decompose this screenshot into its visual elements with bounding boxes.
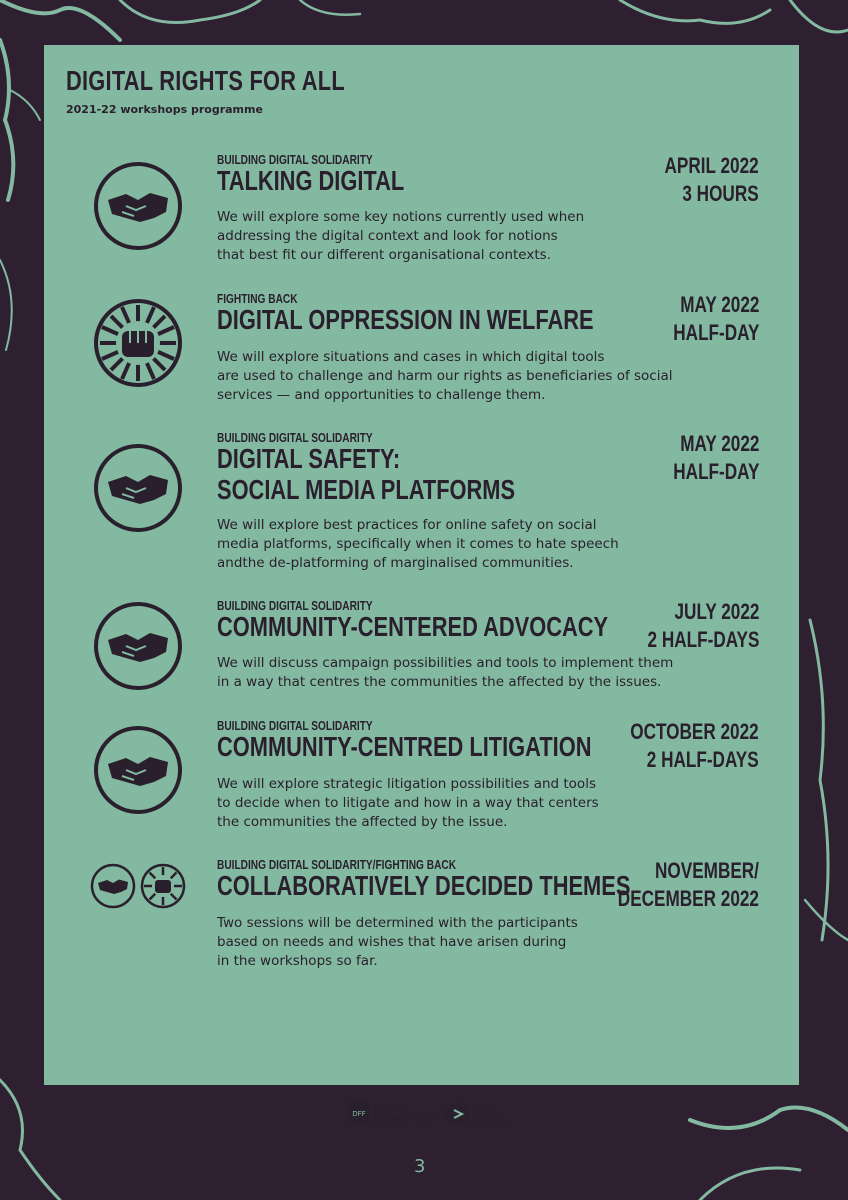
workshop-category: BUILDING DIGITAL SOLIDARITY: [217, 430, 373, 445]
workshop-title-line: TALKING DIGITAL: [217, 165, 405, 196]
description-line: media platforms, specifically when it comes to hate speech: [217, 536, 619, 552]
page-number: 3: [414, 1156, 426, 1177]
workshop-description: [217, 914, 757, 971]
description-line: addressing the digital context and look for notions: [217, 228, 558, 244]
description-line: based on needs and wishes that have arisen during: [217, 934, 567, 950]
workshop-date-line: DECEMBER 2022: [617, 886, 759, 911]
workshop-title: [217, 165, 404, 196]
description-line: that best fit our different organisational contexts.: [217, 247, 551, 263]
fist-small-icon: [140, 863, 186, 913]
workshop-date-line: MAY 2022: [679, 292, 759, 317]
workshop-date: [665, 152, 759, 208]
description-line: andthe de-platforming of marginalised communities.: [217, 555, 574, 571]
workshop-category: BUILDING DIGITAL SOLIDARITY: [217, 718, 373, 733]
dff-name-line2: Freedom Fund: [375, 1115, 436, 1125]
workshop-description: [217, 775, 757, 832]
workshop-duration-line: HALF-DAY: [672, 320, 759, 345]
description-line: We will explore situations and cases in which digital tools: [217, 349, 605, 365]
description-line: in a way that centres the communities the affected by the issues.: [217, 674, 662, 690]
partner-logos: [348, 1098, 515, 1136]
workshop-title-line: COMMUNITY-CENTERED ADVOCACY: [217, 611, 609, 642]
description-line: We will explore some key notions currently used when: [217, 209, 585, 225]
workshop-title-line: DIGITAL SAFETY:: [217, 443, 401, 474]
description-line: We will explore best practices for online safety on social: [217, 517, 597, 533]
workshop-description: [217, 654, 757, 692]
workshop-description: [217, 516, 757, 573]
workshop-duration-line: 2 HALF-DAYS: [647, 747, 759, 772]
handshake-icon: [92, 724, 184, 820]
dff-name-line1: Digital: [375, 1104, 403, 1114]
workshop-title-line: DIGITAL OPPRESSION IN WELFARE: [217, 304, 594, 335]
workshop-category: BUILDING DIGITAL SOLIDARITY: [217, 152, 373, 167]
workshop-duration-line: HALF-DAY: [672, 459, 759, 484]
workshop-title: [217, 304, 594, 335]
workshop-category: BUILDING DIGITAL SOLIDARITY/FIGHTING BACK: [217, 857, 457, 872]
workshop-duration-line: 2 HALF-DAYS: [647, 627, 759, 652]
page-subtitle: 2021-22 workshops programme: [66, 103, 263, 116]
description-line: in the workshops so far.: [217, 953, 378, 969]
edri-logo-mark: [446, 1102, 470, 1126]
workshop-description: [217, 208, 757, 265]
workshop-category: FIGHTING BACK: [217, 291, 298, 306]
workshop-duration-line: 3 HOURS: [682, 181, 759, 206]
description-line: services — and opportunities to challenge them.: [217, 387, 546, 403]
workshop-date-line: NOVEMBER/: [655, 858, 759, 883]
description-line: We will discuss campaign possibilities and tools to implement them: [217, 655, 674, 671]
description-line: are used to challenge and harm our rights as beneficiaries of social: [217, 368, 673, 384]
workshop-description: [217, 348, 757, 405]
workshop-title: [217, 870, 630, 901]
workshop-date-line: MAY 2022: [679, 431, 759, 456]
workshop-date: [631, 718, 759, 774]
description-line: We will explore strategic litigation possibilities and tools: [217, 776, 596, 792]
edri-tagline: EUROPEAN DIGITAL RIGHTS: [473, 1124, 515, 1128]
workshop-date: [647, 598, 759, 654]
workshop-title: [217, 443, 515, 505]
workshop-date-line: APRIL 2022: [664, 153, 759, 178]
workshop-title-line: COMMUNITY-CENTRED LITIGATION: [217, 731, 592, 762]
description-line: Two sessions will be determined with the participants: [217, 915, 578, 931]
description-line: the communities the affected by the issue.: [217, 814, 508, 830]
fist-icon: [92, 297, 184, 393]
page-title: DIGITAL RIGHTS FOR ALL: [66, 65, 345, 96]
dff-mark-text: DFF: [352, 1110, 366, 1118]
handshake-icon: [92, 442, 184, 538]
workshop-date: [618, 857, 759, 913]
workshop-title-line: COLLABORATIVELY DECIDED THEMES: [217, 870, 631, 901]
workshop-date-line: OCTOBER 2022: [630, 719, 759, 744]
workshop-category: BUILDING DIGITAL SOLIDARITY: [217, 598, 373, 613]
handshake-small-icon: [90, 863, 136, 913]
description-line: to decide when to litigate and how in a way that centers: [217, 795, 599, 811]
workshop-title: [217, 611, 608, 642]
workshop-date: [673, 291, 759, 347]
edri-name: EDRi: [473, 1108, 500, 1121]
workshop-title-line: SOCIAL MEDIA PLATFORMS: [217, 474, 516, 505]
workshop-date-line: JULY 2022: [674, 599, 759, 624]
handshake-icon: [92, 160, 184, 256]
workshop-date: [673, 430, 759, 486]
programme-card: [44, 45, 799, 1085]
handshake-icon: [92, 600, 184, 696]
workshop-title: [217, 731, 591, 762]
